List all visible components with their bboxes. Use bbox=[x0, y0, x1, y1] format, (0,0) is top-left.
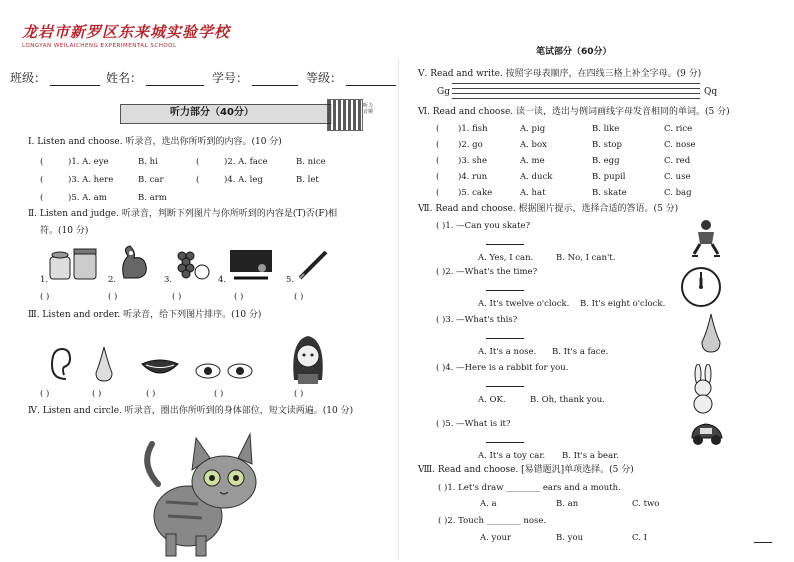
option-c: C. use bbox=[664, 172, 691, 182]
question-5: )5. A. am bbox=[68, 193, 107, 203]
letters-right: Qq bbox=[704, 87, 718, 97]
answer-paren[interactable]: ( ) bbox=[234, 292, 244, 302]
option-a: A. me bbox=[520, 156, 545, 166]
grapes-icon bbox=[172, 244, 212, 282]
answer-line bbox=[486, 338, 524, 339]
mouth-icon bbox=[140, 356, 180, 380]
option-b: B. It's a bear. bbox=[562, 451, 619, 461]
option-b: B. Oh, thank you. bbox=[530, 395, 605, 405]
ear-icon bbox=[48, 345, 72, 383]
option-b: B. like bbox=[592, 124, 620, 134]
answer-line bbox=[486, 386, 524, 387]
section-5-title: Ⅴ. Read and write. 按照字母表顺序，在四线三格上补全字母。(9 分) bbox=[418, 69, 702, 79]
choice-q2: ( )2. Touch ________ nose. bbox=[438, 516, 547, 526]
option-a: A. hat bbox=[520, 188, 546, 198]
option-b: B. you bbox=[556, 533, 584, 543]
option-a: A. a bbox=[480, 499, 497, 509]
example-word: )2. go bbox=[458, 140, 483, 150]
question-3: )3. A. here bbox=[68, 175, 114, 185]
option-a: A. OK. bbox=[478, 395, 506, 405]
option-a: A. It's a nose. bbox=[478, 347, 537, 357]
example-word: )3. she bbox=[458, 156, 487, 166]
option-a: A. your bbox=[480, 533, 511, 543]
writing-line bbox=[452, 93, 700, 94]
order-paren[interactable]: ( ) bbox=[294, 389, 304, 399]
cat-icon bbox=[138, 424, 264, 558]
paren: ( bbox=[436, 156, 440, 166]
dialog-q2: ( )2. —What's the time? bbox=[436, 267, 538, 277]
grade-blank[interactable] bbox=[346, 85, 396, 86]
nose-icon bbox=[698, 312, 724, 354]
paren: ( bbox=[436, 188, 440, 198]
option-b: B. an bbox=[556, 499, 579, 509]
paren: ( bbox=[196, 175, 200, 185]
section-2-title: Ⅱ. Listen and judge. 听录音，判断下列图片与你所听到的内容是(T)否(F)相 bbox=[28, 209, 338, 219]
school-name-en: LONGYAN WEILAICHENG EXPERIMENTAL SCHOOL bbox=[22, 43, 177, 49]
order-paren[interactable]: ( ) bbox=[214, 389, 224, 399]
option-b: B. car bbox=[138, 175, 164, 185]
rabbit-icon bbox=[688, 364, 718, 414]
answer-line bbox=[486, 244, 524, 245]
choice-q1: ( )1. Let's draw ________ ears and a mouth. bbox=[438, 483, 621, 493]
name-blank[interactable] bbox=[146, 85, 204, 86]
student-no-label: 学号： bbox=[212, 71, 249, 85]
class-label: 班级： bbox=[10, 71, 47, 85]
writing-line bbox=[452, 88, 700, 89]
paren: ( bbox=[436, 172, 440, 182]
option-b: B. It's a face. bbox=[552, 347, 609, 357]
paren: ( bbox=[40, 157, 44, 167]
nose-icon bbox=[92, 345, 116, 385]
answer-paren[interactable]: ( ) bbox=[294, 292, 304, 302]
page-mark bbox=[754, 542, 772, 543]
question-2: )2. A. face bbox=[224, 157, 268, 167]
eyes-icon bbox=[194, 360, 256, 382]
example-word: )1. fish bbox=[458, 124, 488, 134]
option-a: A. Yes, I can. bbox=[478, 253, 534, 263]
item-num-2: 2. bbox=[108, 275, 117, 285]
letters-left: Gg bbox=[437, 87, 450, 97]
section-7-title: Ⅶ. Read and choose. 根据图片提示，选择合适的答语。(5 分) bbox=[418, 204, 679, 214]
student-no-blank[interactable] bbox=[252, 85, 298, 86]
honey-jars-icon bbox=[48, 245, 100, 283]
dialog-q1: ( )1. —Can you skate? bbox=[436, 221, 531, 231]
option-a: A. It's twelve o'clock. bbox=[478, 299, 570, 309]
option-a: A. pig bbox=[520, 124, 546, 134]
grade-label: 等级： bbox=[306, 71, 343, 85]
listening-title: 听力部分（40分） bbox=[170, 107, 254, 118]
section-3-title: Ⅲ. Listen and order. 听录音，给下列图片排序。(10 分) bbox=[28, 310, 262, 320]
example-word: )5. cake bbox=[458, 188, 493, 198]
qr-label: 听力音频 bbox=[363, 103, 374, 115]
option-b: B. egg bbox=[592, 156, 620, 166]
qr-code-icon[interactable] bbox=[327, 99, 363, 131]
option-c: C. nose bbox=[664, 140, 696, 150]
example-word: )4. run bbox=[458, 172, 488, 182]
answer-line bbox=[486, 290, 524, 291]
option-c: C. I bbox=[632, 533, 647, 543]
option-b: B. nice bbox=[296, 157, 326, 167]
question-4: )4. A. leg bbox=[224, 175, 263, 185]
writing-title: 笔试部分（60分） bbox=[536, 47, 612, 57]
option-a: A. It's a toy car. bbox=[478, 451, 546, 461]
option-b: B. No, I can't. bbox=[556, 253, 616, 263]
section-2-title-cont: 符。(10 分) bbox=[40, 226, 89, 236]
girl-face-icon bbox=[288, 330, 328, 384]
paren: ( bbox=[40, 193, 44, 203]
dialog-q4: ( )4. —Here is a rabbit for you. bbox=[436, 363, 569, 373]
option-c: C. bag bbox=[664, 188, 692, 198]
option-a: A. box bbox=[520, 140, 547, 150]
section-8-title: Ⅷ. Read and choose. [易错题汎]单项选择。(5 分) bbox=[418, 465, 634, 475]
answer-paren[interactable]: ( ) bbox=[108, 292, 118, 302]
dialog-q5: ( )5. —What is it? bbox=[436, 419, 511, 429]
answer-line bbox=[486, 442, 524, 443]
item-num-4: 4. bbox=[218, 275, 227, 285]
clock-icon bbox=[680, 264, 722, 310]
page-divider bbox=[398, 60, 399, 560]
paren: ( bbox=[436, 124, 440, 134]
paren: ( bbox=[436, 140, 440, 150]
option-b: B. stop bbox=[592, 140, 622, 150]
section-4-title: Ⅳ. Listen and circle. 听录音，圈出你所听到的身体部位，短文读两遍。(10 分) bbox=[28, 406, 354, 416]
item-num-3: 3. bbox=[164, 275, 173, 285]
answer-paren[interactable]: ( ) bbox=[40, 292, 50, 302]
paren: ( bbox=[196, 157, 200, 167]
pen-icon bbox=[296, 248, 330, 282]
option-b: B. let bbox=[296, 175, 319, 185]
section-1-title: Ⅰ. Listen and choose. 听录音，选出你所听到的内容。(10 分) bbox=[28, 137, 282, 147]
option-b: B. skate bbox=[592, 188, 627, 198]
option-b: B. It's eight o'clock. bbox=[580, 299, 666, 309]
question-1: )1. A. eye bbox=[68, 157, 109, 167]
answer-paren[interactable]: ( ) bbox=[172, 292, 182, 302]
section-6-title: Ⅵ. Read and choose. 读一读，选出与例词画线字母发音相同的单词。(5 分) bbox=[418, 107, 730, 117]
item-num-5: 5. bbox=[286, 275, 295, 285]
order-paren[interactable]: ( ) bbox=[92, 389, 102, 399]
paren: ( bbox=[40, 175, 44, 185]
name-label: 姓名： bbox=[106, 71, 143, 85]
option-b: B. arm bbox=[138, 193, 167, 203]
order-paren[interactable]: ( ) bbox=[146, 389, 156, 399]
skater-icon bbox=[690, 218, 722, 258]
option-b: B. hi bbox=[138, 157, 158, 167]
toy-car-icon bbox=[688, 418, 726, 448]
writing-line bbox=[452, 98, 700, 99]
option-c: C. rice bbox=[664, 124, 693, 134]
option-a: A. duck bbox=[520, 172, 553, 182]
writing-line bbox=[452, 83, 700, 84]
squirrel-icon bbox=[118, 244, 152, 282]
school-name: 龙岩市新罗区东来城实验学校 bbox=[22, 23, 231, 41]
item-num-1: 1. bbox=[40, 275, 49, 285]
dialog-q3: ( )3. —What's this? bbox=[436, 315, 518, 325]
class-blank[interactable] bbox=[50, 85, 100, 86]
order-paren[interactable]: ( ) bbox=[40, 389, 50, 399]
option-c: C. two bbox=[632, 499, 660, 509]
option-b: B. pupil bbox=[592, 172, 626, 182]
option-c: C. red bbox=[664, 156, 691, 166]
blackboard-icon bbox=[228, 248, 274, 282]
